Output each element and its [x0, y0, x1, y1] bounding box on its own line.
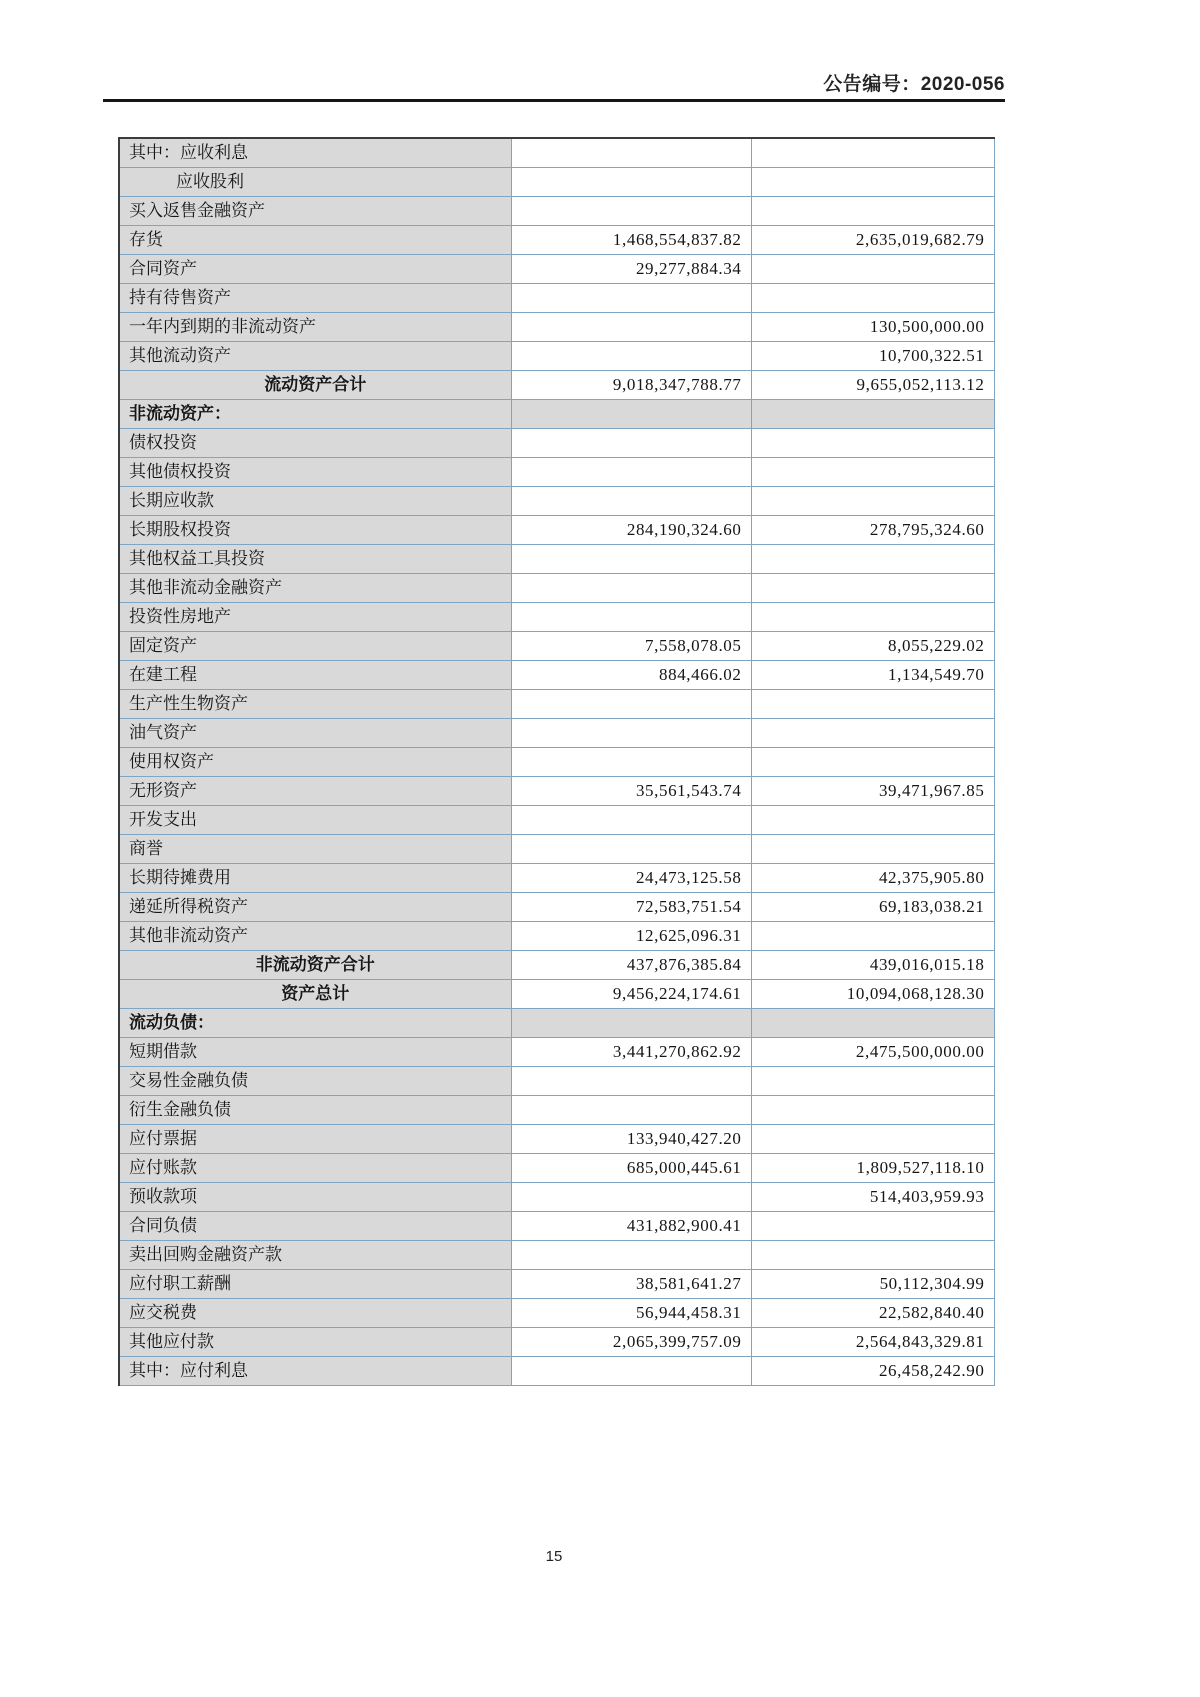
value-previous: [751, 1212, 994, 1241]
value-previous: [751, 748, 994, 777]
row-label: 投资性房地产: [119, 603, 511, 632]
value-current: [511, 458, 751, 487]
table-row: [119, 1299, 994, 1328]
value-current: 9,018,347,788.77: [511, 371, 751, 400]
table-row: [119, 371, 994, 400]
table-row: [119, 487, 994, 516]
value-previous: [751, 1067, 994, 1096]
table-row: [119, 1241, 994, 1270]
value-current: [511, 1067, 751, 1096]
value-current: [511, 1357, 751, 1386]
value-previous: [751, 168, 994, 197]
table-row: [119, 516, 994, 545]
table-row: [119, 1183, 994, 1212]
value-previous: 8,055,229.02: [751, 632, 994, 661]
table-row: [119, 1009, 994, 1038]
row-label: 使用权资产: [119, 748, 511, 777]
value-previous: [751, 458, 994, 487]
value-previous: [751, 806, 994, 835]
value-current: [511, 1241, 751, 1270]
value-current: 38,581,641.27: [511, 1270, 751, 1299]
value-current: 24,473,125.58: [511, 864, 751, 893]
value-current: [511, 342, 751, 371]
row-label: 一年内到期的非流动资产: [119, 313, 511, 342]
row-label: 卖出回购金融资产款: [119, 1241, 511, 1270]
row-label: 其中：应付利息: [119, 1357, 511, 1386]
table-row: [119, 458, 994, 487]
value-current: 133,940,427.20: [511, 1125, 751, 1154]
row-label: 长期待摊费用: [119, 864, 511, 893]
header-rule: [103, 99, 1005, 102]
row-label: 生产性生物资产: [119, 690, 511, 719]
table-row: [119, 1125, 994, 1154]
value-previous: [751, 922, 994, 951]
row-label: 合同资产: [119, 255, 511, 284]
value-current: 12,625,096.31: [511, 922, 751, 951]
row-label: 长期应收款: [119, 487, 511, 516]
value-previous: [751, 400, 994, 429]
value-previous: 42,375,905.80: [751, 864, 994, 893]
value-current: [511, 400, 751, 429]
value-current: [511, 487, 751, 516]
value-current: [511, 574, 751, 603]
row-label: 流动负债：: [119, 1009, 511, 1038]
value-previous: [751, 603, 994, 632]
table-row: [119, 197, 994, 226]
table-row: [119, 980, 994, 1009]
value-current: 884,466.02: [511, 661, 751, 690]
table-row: [119, 661, 994, 690]
row-label: 应付账款: [119, 1154, 511, 1183]
value-previous: [751, 1009, 994, 1038]
table-row: [119, 545, 994, 574]
row-label: 短期借款: [119, 1038, 511, 1067]
value-current: 29,277,884.34: [511, 255, 751, 284]
value-current: [511, 313, 751, 342]
row-label: 其他权益工具投资: [119, 545, 511, 574]
table-row: [119, 313, 994, 342]
value-current: [511, 429, 751, 458]
table-row: [119, 1328, 994, 1357]
value-previous: [751, 545, 994, 574]
table-row: [119, 719, 994, 748]
value-previous: [751, 574, 994, 603]
value-current: [511, 719, 751, 748]
value-current: 3,441,270,862.92: [511, 1038, 751, 1067]
row-label: 交易性金融负债: [119, 1067, 511, 1096]
table-row: [119, 893, 994, 922]
row-label: 应收股利: [119, 168, 511, 197]
value-previous: 9,655,052,113.12: [751, 371, 994, 400]
table-row: [119, 1270, 994, 1299]
value-previous: [751, 284, 994, 313]
value-current: 685,000,445.61: [511, 1154, 751, 1183]
row-label: 非流动资产合计: [119, 951, 511, 980]
row-label: 应付票据: [119, 1125, 511, 1154]
value-current: 7,558,078.05: [511, 632, 751, 661]
row-label: 资产总计: [119, 980, 511, 1009]
row-label: 递延所得税资产: [119, 893, 511, 922]
table-row: [119, 284, 994, 313]
table-row: [119, 342, 994, 371]
value-previous: 514,403,959.93: [751, 1183, 994, 1212]
row-label: 持有待售资产: [119, 284, 511, 313]
row-label: 其他应付款: [119, 1328, 511, 1357]
value-previous: [751, 1241, 994, 1270]
value-previous: 10,700,322.51: [751, 342, 994, 371]
value-previous: [751, 138, 994, 168]
row-label: 其中：应收利息: [119, 138, 511, 168]
table-row: [119, 603, 994, 632]
table-row: [119, 1096, 994, 1125]
value-current: [511, 197, 751, 226]
value-current: 9,456,224,174.61: [511, 980, 751, 1009]
row-label: 非流动资产：: [119, 400, 511, 429]
table-row: [119, 748, 994, 777]
value-current: [511, 284, 751, 313]
value-current: 284,190,324.60: [511, 516, 751, 545]
table-row: [119, 574, 994, 603]
row-label: 开发支出: [119, 806, 511, 835]
announcement-number: 公告编号：2020-056: [823, 74, 1005, 95]
page-number: 15: [545, 1548, 563, 1565]
value-previous: 439,016,015.18: [751, 951, 994, 980]
row-label: 应交税费: [119, 1299, 511, 1328]
row-label: 油气资产: [119, 719, 511, 748]
value-current: 35,561,543.74: [511, 777, 751, 806]
value-previous: [751, 1125, 994, 1154]
value-previous: [751, 487, 994, 516]
row-label: 应付职工薪酬: [119, 1270, 511, 1299]
value-current: 56,944,458.31: [511, 1299, 751, 1328]
value-previous: 2,564,843,329.81: [751, 1328, 994, 1357]
row-label: 其他非流动金融资产: [119, 574, 511, 603]
row-label: 在建工程: [119, 661, 511, 690]
value-previous: [751, 835, 994, 864]
value-previous: 1,809,527,118.10: [751, 1154, 994, 1183]
value-previous: 10,094,068,128.30: [751, 980, 994, 1009]
row-label: 买入返售金融资产: [119, 197, 511, 226]
value-previous: 278,795,324.60: [751, 516, 994, 545]
table-row: [119, 1067, 994, 1096]
value-previous: [751, 1096, 994, 1125]
balance-sheet-body: [119, 138, 994, 1386]
value-current: [511, 835, 751, 864]
value-current: [511, 1183, 751, 1212]
table-row: [119, 632, 994, 661]
value-previous: 69,183,038.21: [751, 893, 994, 922]
table-row: [119, 1038, 994, 1067]
value-current: 2,065,399,757.09: [511, 1328, 751, 1357]
row-label: 固定资产: [119, 632, 511, 661]
value-previous: [751, 197, 994, 226]
value-previous: [751, 690, 994, 719]
row-label: 商誉: [119, 835, 511, 864]
value-previous: 50,112,304.99: [751, 1270, 994, 1299]
table-row: [119, 864, 994, 893]
value-previous: [751, 719, 994, 748]
row-label: 流动资产合计: [119, 371, 511, 400]
row-label: 存货: [119, 226, 511, 255]
value-current: [511, 168, 751, 197]
value-current: [511, 138, 751, 168]
row-label: 债权投资: [119, 429, 511, 458]
value-current: [511, 748, 751, 777]
row-label: 预收款项: [119, 1183, 511, 1212]
value-previous: 39,471,967.85: [751, 777, 994, 806]
table-row: [119, 168, 994, 197]
row-label: 其他债权投资: [119, 458, 511, 487]
table-row: [119, 1212, 994, 1241]
row-label: 长期股权投资: [119, 516, 511, 545]
table-row: [119, 1154, 994, 1183]
row-label: 其他非流动资产: [119, 922, 511, 951]
row-label: 其他流动资产: [119, 342, 511, 371]
table-row: [119, 806, 994, 835]
table-row: [119, 226, 994, 255]
value-previous: 22,582,840.40: [751, 1299, 994, 1328]
value-current: [511, 690, 751, 719]
value-current: 1,468,554,837.82: [511, 226, 751, 255]
table-row: [119, 922, 994, 951]
value-current: [511, 1096, 751, 1125]
value-current: 431,882,900.41: [511, 1212, 751, 1241]
table-row: [119, 1357, 994, 1386]
balance-sheet-table: [118, 137, 995, 1386]
value-current: [511, 1009, 751, 1038]
value-current: [511, 806, 751, 835]
value-previous: [751, 429, 994, 458]
table-row: [119, 690, 994, 719]
table-row: [119, 255, 994, 284]
value-current: [511, 545, 751, 574]
row-label: 无形资产: [119, 777, 511, 806]
value-current: [511, 603, 751, 632]
row-label: 衍生金融负债: [119, 1096, 511, 1125]
table-row: [119, 429, 994, 458]
value-previous: 26,458,242.90: [751, 1357, 994, 1386]
value-previous: 2,635,019,682.79: [751, 226, 994, 255]
value-current: 437,876,385.84: [511, 951, 751, 980]
table-row: [119, 138, 994, 168]
row-label: 合同负债: [119, 1212, 511, 1241]
table-row: [119, 835, 994, 864]
value-current: 72,583,751.54: [511, 893, 751, 922]
table-row: [119, 400, 994, 429]
value-previous: 130,500,000.00: [751, 313, 994, 342]
value-previous: [751, 255, 994, 284]
table-row: [119, 951, 994, 980]
table-row: [119, 777, 994, 806]
value-previous: 2,475,500,000.00: [751, 1038, 994, 1067]
value-previous: 1,134,549.70: [751, 661, 994, 690]
